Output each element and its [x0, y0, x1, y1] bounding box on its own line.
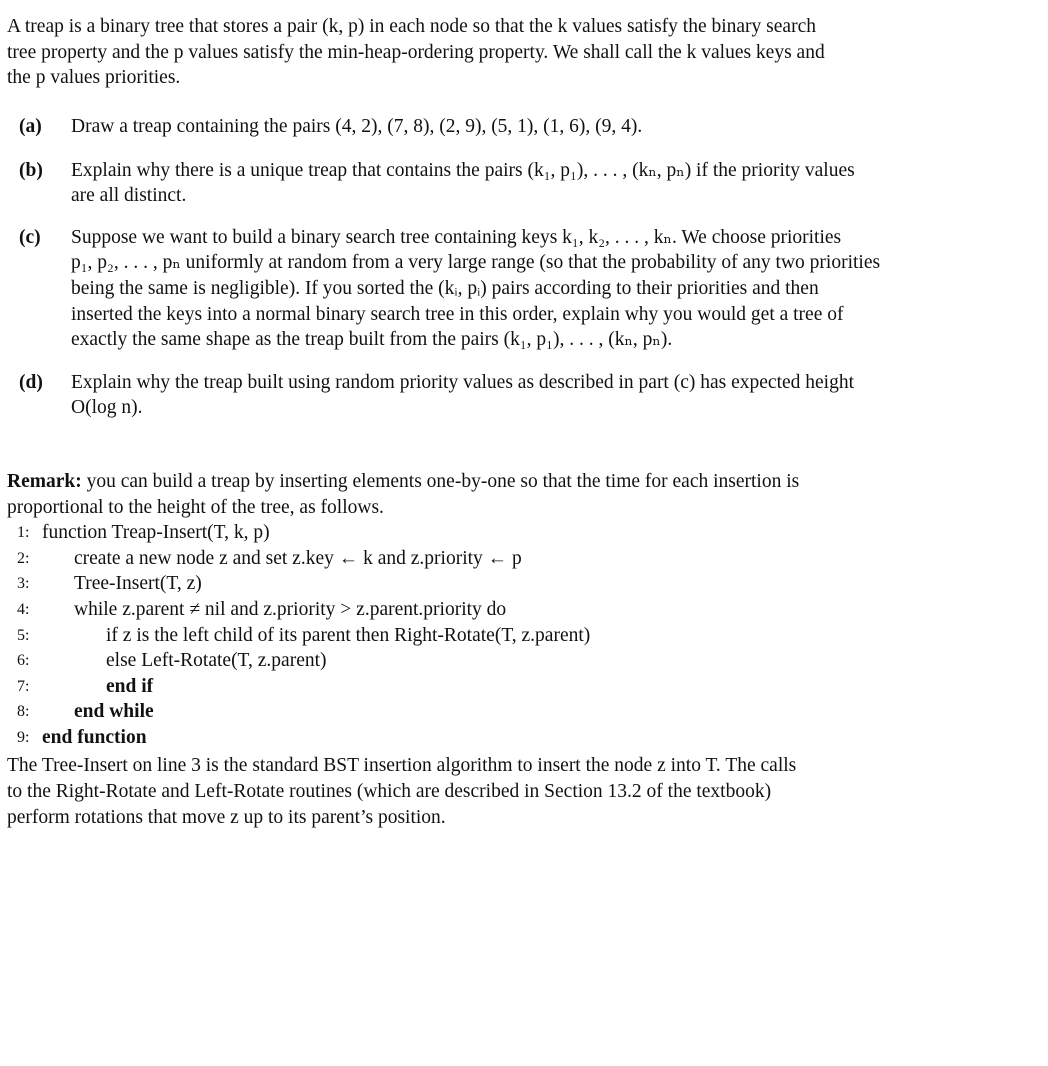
algo-text: if z is the left child of its parent then Right-Rotate(T, z.parent): [106, 624, 591, 646]
intro-line-1: A treap is a binary tree that stores a pair (k, p) in each node so that the k values satisfy the binary search: [7, 16, 816, 37]
part-b-line-1: Explain why there is a unique treap that contains the pairs (k₁, p₁), . . . , (kₙ, pₙ) if the priority values: [71, 159, 855, 181]
part-c-line-5: exactly the same shape as the treap built from the pairs (k₁, p₁), . . . , (kₙ, pₙ).: [71, 329, 673, 351]
closing-line-1: The Tree-Insert on line 3 is the standard BST insertion algorithm to insert the node z into T. The calls: [7, 755, 797, 777]
algo-line: [7, 725, 1010, 751]
algo-text: Tree-Insert(T, z): [74, 573, 202, 595]
algo-line: [7, 623, 1010, 649]
algorithm-block: [7, 520, 1010, 750]
part-b: [19, 158, 1010, 209]
remark-paragraph: [7, 469, 1010, 520]
remark-label: Remark:: [7, 470, 82, 492]
part-d: [19, 370, 1010, 421]
line-number: 6:: [17, 652, 30, 670]
algo-line: [7, 520, 1010, 546]
algo-text: end function: [42, 726, 147, 748]
document-page: [7, 14, 1010, 830]
part-b-line-2: are all distinct.: [71, 185, 187, 207]
algo-text: else Left-Rotate(T, z.parent): [106, 650, 327, 672]
line-number: 5:: [17, 626, 30, 644]
part-a-line-1: Draw a treap containing the pairs (4, 2), (7, 8), (2, 9), (5, 1), (1, 6), (9, 4).: [71, 116, 643, 137]
algo-text: while z.parent ≠ nil and z.priority > z.parent.priority do: [74, 598, 507, 620]
line-number: 4:: [17, 600, 30, 618]
algo-line: [7, 597, 1010, 623]
closing-line-2: to the Right-Rotate and Left-Rotate routines (which are described in Section 13.2 of the textbook): [7, 781, 772, 803]
remark-line-2: proportional to the height of the tree, as follows.: [7, 496, 384, 518]
intro-line-2: tree property and the p values satisfy the min-heap-ordering property. We shall call the k values keys and: [7, 41, 825, 63]
algo-line: [7, 546, 1010, 572]
remark-text-1: you can build a treap by inserting elements one-by-one so that the time for each insertion is: [86, 470, 800, 492]
algo-text: end if: [106, 675, 154, 697]
intro-line-3: the p values priorities.: [7, 67, 181, 89]
algo-text: end while: [74, 701, 154, 723]
part-c: [19, 225, 1010, 353]
part-c-label: (c): [19, 226, 41, 248]
part-a-label: (a): [19, 116, 42, 137]
part-d-line-2: O(log n).: [71, 397, 143, 419]
algo-line: [7, 674, 1010, 700]
line-number: 1:: [17, 524, 30, 542]
algo-line: [7, 648, 1010, 674]
algo-text: function Treap-Insert(T, k, p): [42, 522, 270, 544]
part-d-line-1: Explain why the treap built using random priority values as described in part (c) has expected height: [71, 371, 855, 393]
algo-text: create a new node z and set z.key ← k and z.priority ← p: [74, 547, 522, 569]
part-a: [19, 114, 1010, 140]
closing-line-3: perform rotations that move z up to its parent’s position.: [7, 806, 446, 828]
line-number: 3:: [17, 575, 30, 593]
part-b-label: (b): [19, 159, 43, 181]
line-number: 9:: [17, 728, 30, 746]
line-number: 8:: [17, 703, 30, 721]
part-d-label: (d): [19, 371, 43, 393]
part-c-line-2: p₁, p₂, . . . , pₙ uniformly at random from a very large range (so that the probability of any two priorities: [71, 252, 881, 274]
algo-line: [7, 699, 1010, 725]
line-number: 7:: [17, 677, 30, 695]
part-c-line-4: inserted the keys into a normal binary search tree in this order, explain why you would get a tree of: [71, 303, 844, 325]
closing-paragraph: [7, 753, 1010, 830]
intro-paragraph: [7, 14, 1010, 91]
algo-line: [7, 571, 1010, 597]
remark-line-1: [7, 469, 1010, 495]
line-number: 2:: [17, 549, 30, 567]
part-c-line-3: being the same is negligible). If you sorted the (kᵢ, pᵢ) pairs according to their priorities and then: [71, 277, 819, 299]
part-c-line-1: Suppose we want to build a binary search tree containing keys k₁, k₂, . . . , kₙ. We choose priorities: [71, 226, 842, 248]
